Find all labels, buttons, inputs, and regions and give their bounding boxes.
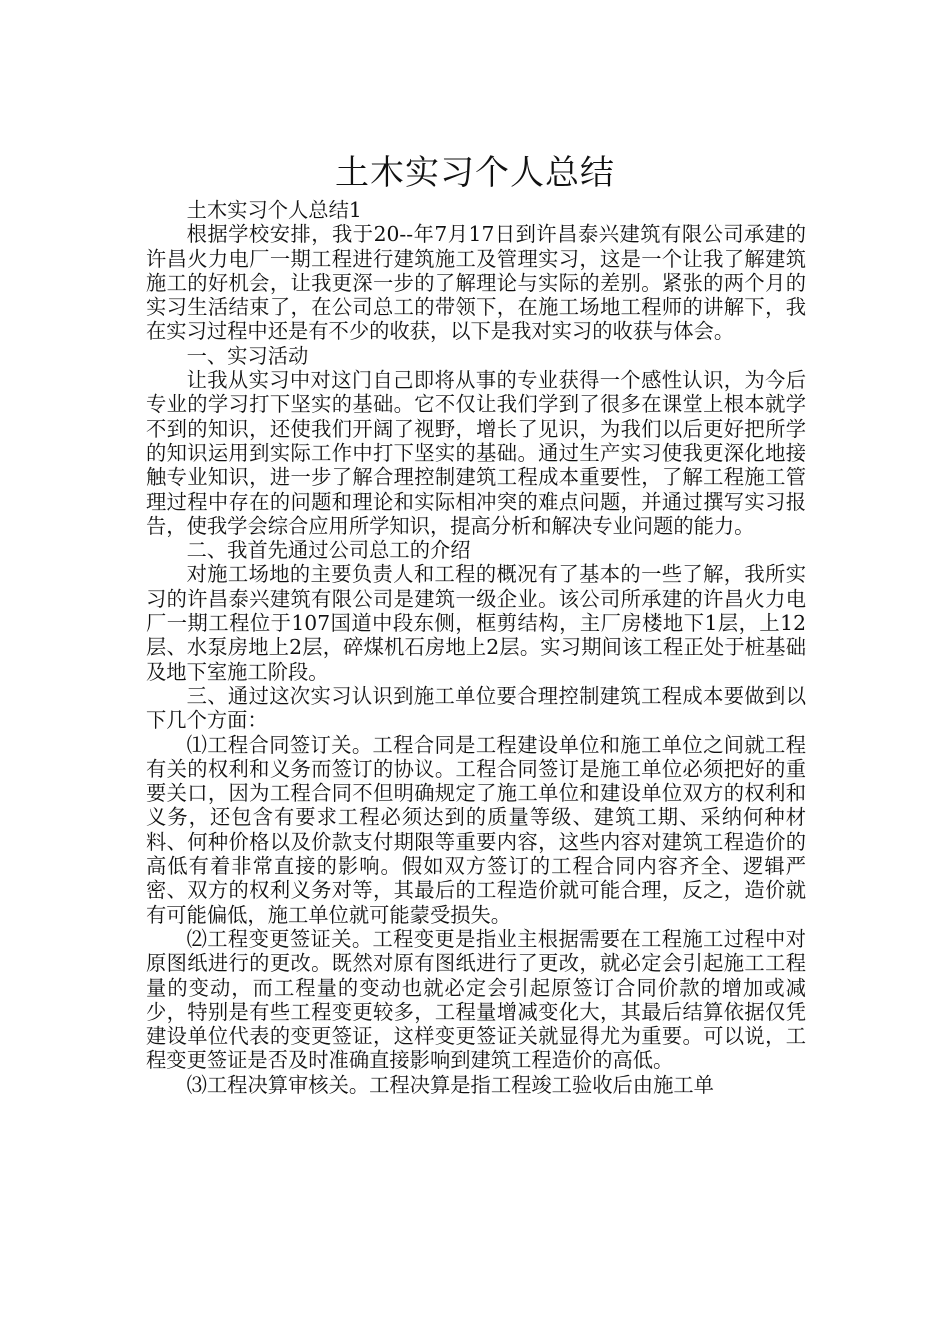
paragraph: 让我从实习中对这门自己即将从事的专业获得一个感性认识，为今后专业的学习打下坚实的基础。它不仅让我们学到了很多在课堂上根本就学不到的知识，还使我们开阔了视野，增长了见识，为我们以后更好把所学的知识运用到实际工作中打下坚实的基础。通过生产实习使我更深化地接触专业知识，进一步了解合理控制建筑工程成本重要性，了解工程施工管理过程中存在的问题和理论和实际相冲突的难点问题，并通过撰写实习报告，使我学会综合应用所学知识，提高分析和解决专业问题的能力。 (146, 368, 806, 538)
paragraph: 根据学校安排，我于20--年7月17日到许昌泰兴建筑有限公司承建的许昌火力电厂一期工程进行建筑施工及管理实习，这是一个让我了解建筑施工的好机会，让我更深一步的了解理论与实际的差别。紧张的两个月的实习生活结束了，在公司总工的带领下，在施工场地工程师的讲解下，我在实习过程中还是有不少的收获，以下是我对实习的收获与体会。 (146, 222, 806, 344)
paragraph: 对施工场地的主要负责人和工程的概况有了基本的一些了解，我所实习的许昌泰兴建筑有限公司是建筑一级企业。该公司所承建的许昌火力电厂一期工程位于107国道中段东侧，框剪结构，主厂房楼地下1层，上12层、水泵房地上2层，碎煤机石房地上2层。实习期间该工程正处于桩基础及地下室施工阶段。 (146, 562, 806, 684)
document-title: 土木实习个人总结 (335, 152, 615, 193)
paragraph: 土木实习个人总结1 (186, 198, 362, 222)
section-heading: 三、通过这次实习认识到施工单位要合理控制建筑工程成本要做到以下几个方面： (146, 683, 806, 733)
section-heading: 一、实习活动 (186, 343, 309, 368)
section-heading: 二、我首先通过公司总工的介绍 (186, 538, 471, 563)
paragraph: ⑴工程合同签订关。工程合同是工程建设单位和施工单位之间就工程有关的权利和义务而签订的协议。工程合同签订是施工单位必须把好的重要关口，因为工程合同不但明确规定了施工单位和建设单位双方的权利和义务，还包含有要求工程必须达到的质量等级、建筑工期、采纳何种材料、何种价格以及价款支付期限等重要内容，这些内容对建筑工程造价的高低有着非常直接的影响。假如双方签订的工程合同内容齐全、逻辑严密、双方的权利义务对等，其最后的工程造价就可能合理，反之，造价就有可能偏低，施工单位就可能蒙受损失。 (146, 732, 806, 927)
paragraph: ⑶工程决算审核关。工程决算是指工程竣工验收后由施工单 (186, 1072, 714, 1097)
document-body (146, 198, 806, 1097)
paragraph: ⑵工程变更签证关。工程变更是指业主根据需要在工程施工过程中对原图纸进行的更改。既然对原有图纸进行了更改，就必定会引起施工工程量的变动，而工程量的变动也就必定会引起原签订合同价款的增加或减少，特别是有些工程变更较多，工程量增减变化大，其最后结算依据仅凭建设单位代表的变更签证，这样变更签证关就显得尤为重要。可以说，工程变更签证是否及时准确直接影响到建筑工程造价的高低。 (146, 926, 806, 1073)
